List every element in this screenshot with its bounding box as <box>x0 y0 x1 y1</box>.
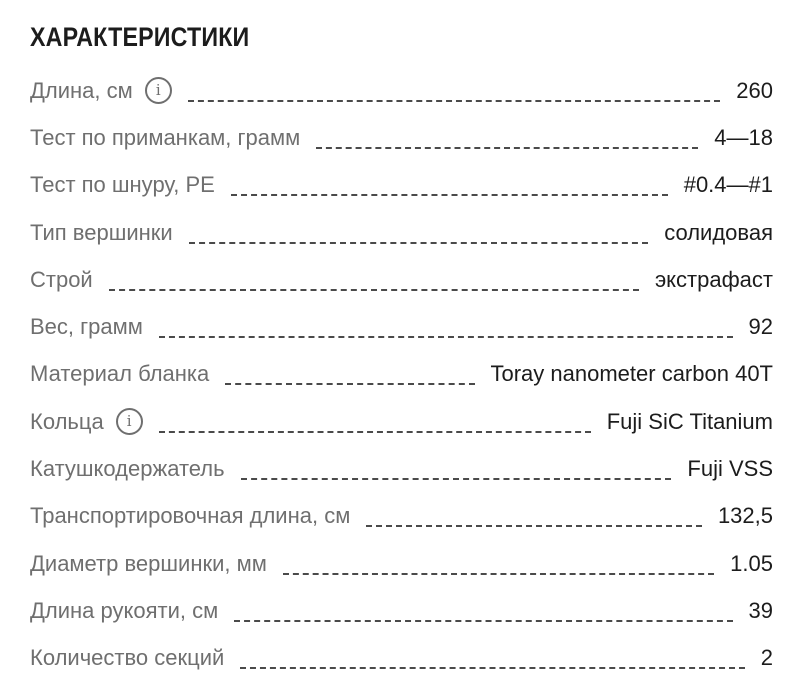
spec-label: Тест по приманкам, грамм <box>30 124 301 150</box>
spec-value: 39 <box>748 597 773 623</box>
spec-value: 92 <box>748 314 773 340</box>
spec-label: Строй <box>30 266 93 292</box>
spec-row-blank-material <box>30 351 773 398</box>
spec-row-tip-diameter <box>30 540 773 587</box>
spec-label-wrapper <box>30 77 172 104</box>
spec-row-length <box>30 67 773 114</box>
spec-value: Toray nanometer carbon 40T <box>490 361 773 387</box>
dotted-leader <box>231 194 668 196</box>
spec-value: 1.05 <box>730 550 773 576</box>
dotted-leader <box>316 147 698 149</box>
spec-value: 260 <box>736 77 773 103</box>
info-icon[interactable]: i <box>116 408 143 435</box>
spec-label: Длина рукояти, см <box>30 597 219 623</box>
spec-label: Тест по шнуру, PE <box>30 172 215 198</box>
spec-row-transport-length <box>30 493 773 540</box>
spec-row-lure-test <box>30 114 773 161</box>
spec-value: 4—18 <box>714 124 773 150</box>
spec-value: 2 <box>760 645 773 671</box>
section-title: ХАРАКТЕРИСТИКИ <box>30 22 250 52</box>
spec-label: Кольца <box>30 408 104 434</box>
dotted-leader <box>366 525 702 527</box>
spec-label: Тип вершинки <box>30 219 173 245</box>
spec-value: Fuji VSS <box>687 456 773 482</box>
dotted-leader <box>159 431 591 433</box>
specs-list <box>30 67 773 682</box>
dotted-leader <box>159 336 733 338</box>
info-icon[interactable]: i <box>145 77 172 104</box>
dotted-leader <box>283 573 714 575</box>
dotted-leader <box>189 242 649 244</box>
spec-row-line-test <box>30 162 773 209</box>
spec-label: Вес, грамм <box>30 314 143 340</box>
spec-row-tip-type <box>30 209 773 256</box>
spec-label: Катушкодержатель <box>30 456 225 482</box>
dotted-leader <box>109 289 639 291</box>
spec-label: Материал бланка <box>30 361 210 387</box>
spec-label-wrapper <box>30 408 143 435</box>
spec-row-guides <box>30 398 773 445</box>
spec-value: Fuji SiC Titanium <box>606 408 773 434</box>
spec-value: солидовая <box>664 219 773 245</box>
dotted-leader <box>241 478 672 480</box>
spec-value: #0.4—#1 <box>683 172 773 198</box>
spec-label: Длина, см <box>30 77 133 103</box>
dotted-leader <box>188 100 721 102</box>
spec-row-handle-length <box>30 587 773 634</box>
dotted-leader <box>240 667 744 669</box>
spec-label: Диаметр вершинки, мм <box>30 550 267 576</box>
spec-row-reel-seat <box>30 445 773 492</box>
dotted-leader <box>225 383 474 385</box>
spec-row-action <box>30 256 773 303</box>
spec-row-weight <box>30 303 773 350</box>
spec-row-sections <box>30 635 773 682</box>
dotted-leader <box>234 620 732 622</box>
spec-value: экстрафаст <box>654 266 773 292</box>
spec-label: Количество секций <box>30 645 225 671</box>
spec-label: Транспортировочная длина, см <box>30 503 351 529</box>
spec-value: 132,5 <box>717 503 773 529</box>
